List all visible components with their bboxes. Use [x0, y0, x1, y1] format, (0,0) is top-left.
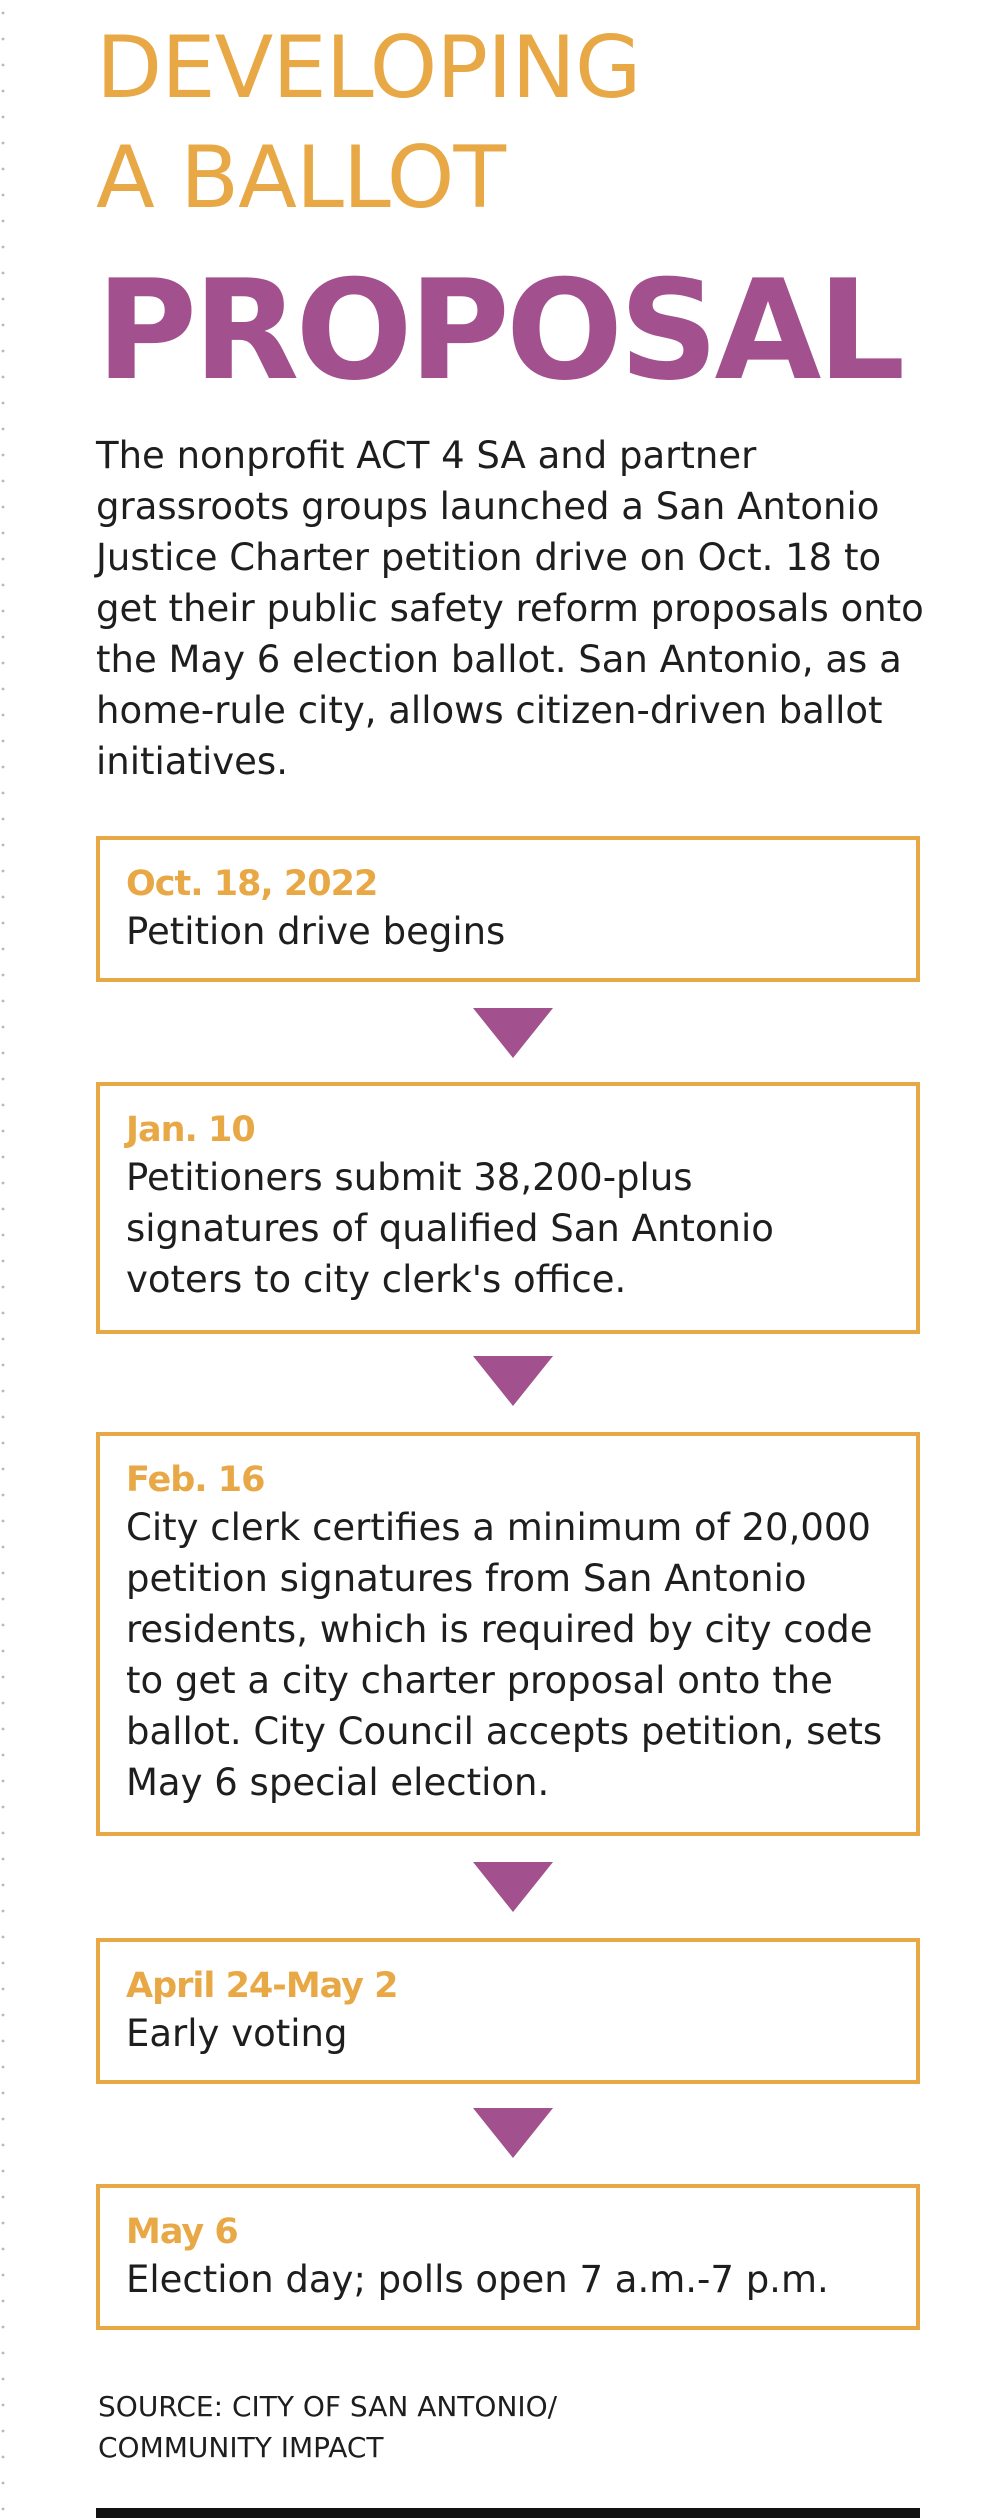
timeline-step — [96, 836, 920, 982]
title-line-developing: DEVELOPING — [96, 18, 641, 118]
title-line-a-ballot: A BALLOT — [96, 128, 505, 228]
intro-paragraph: The nonprofit ACT 4 SA and partner grassroots groups launched a San Antonio Justice Charter petition drive on Oct. 18 to get their public safety reform proposals onto the May 6 election ballot. San Antonio, as a home-rule city, allows citizen-driven ballot initiatives. — [96, 434, 924, 783]
timeline-step — [96, 1432, 920, 1836]
step-date: April 24-May 2 — [126, 1966, 398, 2006]
step-description: City clerk certifies a minimum of 20,000 petition signatures from San Antonio residents, which is required by city code to get a city charter proposal onto the ballot. City Council accepts petition, sets May 6 special election. — [126, 1506, 883, 1804]
down-arrow-icon — [473, 2108, 553, 2158]
step-date: Feb. 16 — [126, 1460, 265, 1500]
down-arrow-icon — [473, 1356, 553, 1406]
timeline-step — [96, 1082, 920, 1334]
step-description: Petitioners submit 38,200-plus signatures of qualified San Antonio voters to city clerk's office. — [126, 1156, 774, 1301]
title-line-proposal: PROPOSAL — [96, 250, 902, 411]
page-edge-dots — [0, 0, 6, 2518]
timeline-step — [96, 2184, 920, 2330]
step-date: Oct. 18, 2022 — [126, 864, 378, 904]
step-description: Petition drive begins — [126, 910, 506, 953]
timeline-step — [96, 1938, 920, 2084]
down-arrow-icon — [473, 1862, 553, 1912]
down-arrow-icon — [473, 1008, 553, 1058]
step-date: May 6 — [126, 2212, 238, 2252]
step-date: Jan. 10 — [126, 1110, 255, 1150]
step-description: Election day; polls open 7 a.m.-7 p.m. — [126, 2258, 829, 2301]
source-credit: SOURCE: CITY OF SAN ANTONIO/ COMMUNITY IMPACT — [98, 2390, 558, 2464]
bottom-rule — [96, 2508, 920, 2518]
step-description: Early voting — [126, 2012, 348, 2055]
